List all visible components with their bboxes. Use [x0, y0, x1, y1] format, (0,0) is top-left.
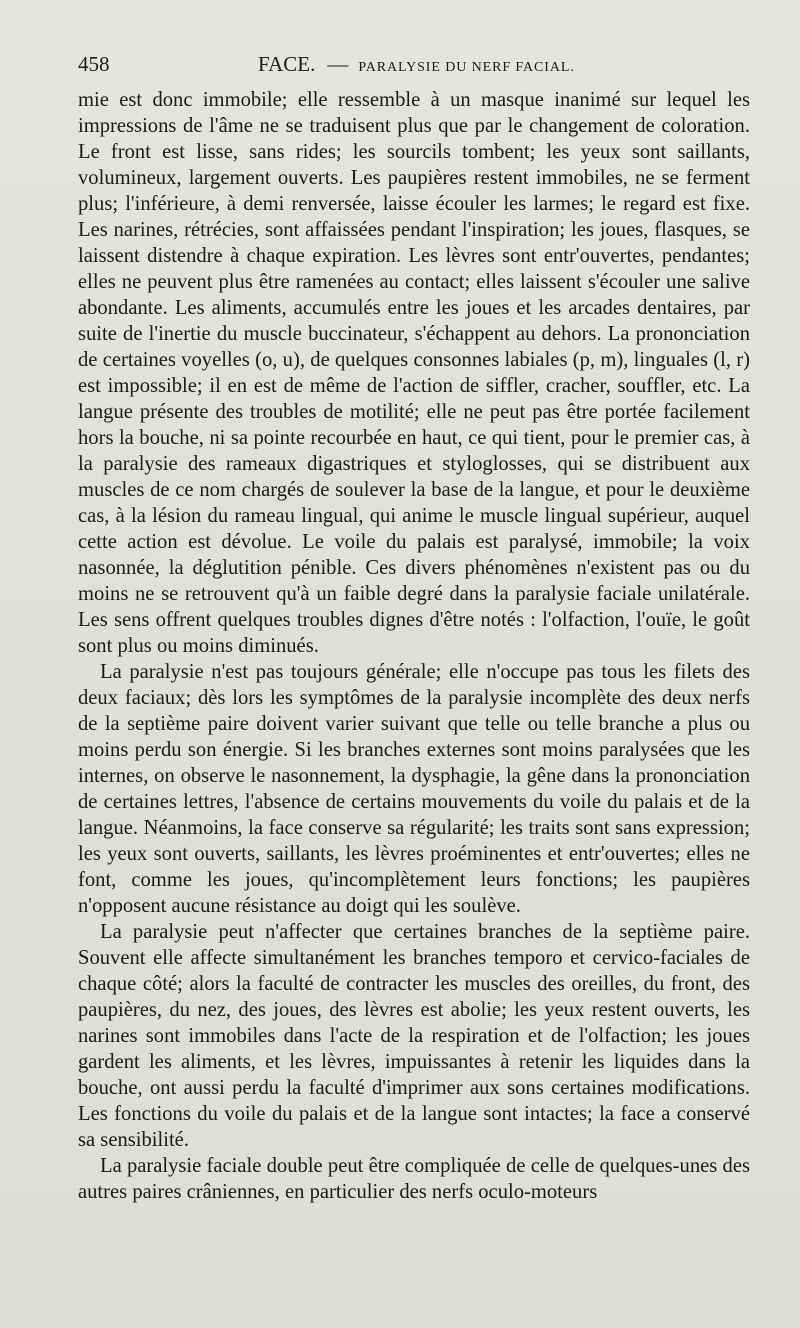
running-head-separator: — — [327, 52, 349, 76]
paragraph: La paralysie peut n'affecter que certaines branches de la septième paire. Souvent elle affecte simultanément les branches temporo et cervico-faciales de chaque côté; alors la faculté de contracter les muscles des oreilles, du front, des paupières, du nez, des joues, des lèvres est abolie; les yeux restent ouverts, les narines sont immobiles dans l'acte de la respiration et de l'olfaction; les joues gardent les aliments, et les lèvres, impuissantes à retenir les liquides dans la bouche, ont aussi perdu la faculté d'imprimer aux sons certaines modifications. Les fonctions du voile du palais et de la langue sont intactes; la face a conservé sa sensibilité. — [78, 921, 750, 1151]
running-head-subtitle: PARALYSIE DU NERF FACIAL. — [358, 60, 575, 75]
body-text — [78, 87, 750, 1205]
paragraph: La paralysie faciale double peut être compliquée de celle de quelques-unes des autres paires crâniennes, en particulier des nerfs oculo-moteurs — [78, 1155, 750, 1203]
running-head-section: FACE. — [258, 52, 316, 76]
page-header — [78, 52, 750, 82]
running-head — [258, 52, 575, 77]
paragraph: La paralysie n'est pas toujours générale; elle n'occupe pas tous les filets des deux faciaux; dès lors les symptômes de la paralysie incomplète des deux nerfs de la septième paire doivent varier suivant que telle ou telle branche a plus ou moins perdu son énergie. Si les branches externes sont moins paralysées que les internes, on observe le nasonnement, la dysphagie, la gêne dans la prononciation de certaines lettres, l'absence de certains mouvements du voile du palais et de la langue. Néanmoins, la face conserve sa régularité; les traits sont sans expression; les yeux sont ouverts, saillants, les lèvres proéminentes et entr'ouvertes; elles ne font, comme les joues, qu'incomplètement leurs fonctions; les paupières n'opposent aucune résistance au doigt qui les soulève. — [78, 661, 750, 917]
page-number: 458 — [78, 52, 110, 76]
paragraph-continued: mie est donc immobile; elle ressemble à un masque inanimé sur lequel les impressions de l'âme ne se traduisent plus que par le changement de coloration. Le front est lisse, sans rides; les sourcils tombent; les yeux sont saillants, volumineux, largement ouverts. Les paupières restent immobiles, ne se ferment plus; l'inférieure, à demi renversée, laisse écouler les larmes; le regard est fixe. Les narines, rétrécies, sont affaissées pendant l'inspiration; les joues, flasques, se laissent distendre à chaque expiration. Les lèvres sont entr'ouvertes, pendantes; elles ne peuvent plus être ramenées au contact; elles laissent s'écouler une salive abondante. Les aliments, accumulés entre les joues et les arcades dentaires, par suite de l'inertie du muscle buccinateur, s'échappent au dehors. La prononciation de certaines voyelles (o, u), de quelques consonnes labiales (p, m), linguales (l, r) est impossible; il en est de même de l'action de siffler, cracher, souffler, etc. La langue présente des troubles de motilité; elle ne peut pas être portée facilement hors la bouche, ni sa pointe recourbée en haut, ce qui tient, pour le premier cas, à la paralysie des rameaux digastriques et styloglosses, qui se distribuent aux muscles de ce nom chargés de soulever la base de la langue, et pour le deuxième cas, à la lésion du rameau lingual, qui anime le muscle lingual supérieur, auquel cette action est dévolue. Le voile du palais est paralysé, immobile; la voix nasonnée, la déglutition pénible. Ces divers phénomènes n'existent pas ou du moins ne se retrouvent qu'à un faible degré dans la paralysie faciale unilatérale. Les sens offrent quelques troubles dignes d'être notés : l'olfaction, l'ouïe, le goût sont plus ou moins diminués. — [78, 89, 750, 657]
